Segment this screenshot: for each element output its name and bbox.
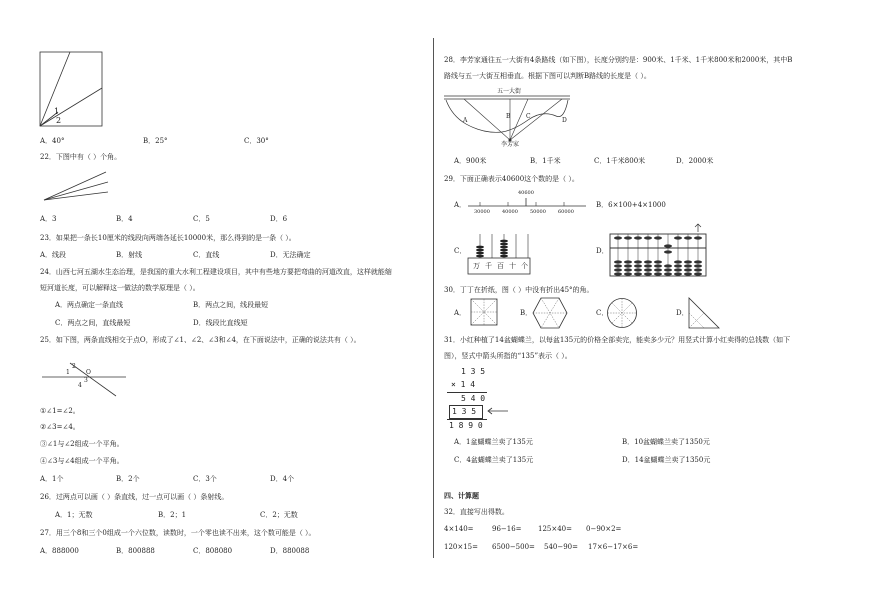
q29-tick-50000: 50000 [530, 209, 546, 215]
q29-option-c-letter[interactable]: C． [454, 247, 467, 255]
q29-counter-label-shi: 十 [509, 262, 516, 270]
q29-option-a-letter[interactable]: A． [454, 201, 467, 209]
q21-option-a[interactable]: A．40° [40, 137, 65, 145]
q30-question: 30．丁丁在折纸，图（ ）中没有折出45°的角。 [444, 286, 594, 294]
q29-counter-label-ge: 个 [521, 262, 528, 270]
q31-option-a[interactable]: A．1盆蝴蝶兰卖了135元 [454, 438, 533, 446]
q29-counter-label-bai: 百 [497, 262, 504, 270]
q30-option-b-letter[interactable]: B． [520, 309, 533, 317]
q25-option-c[interactable]: C．3个 [193, 475, 217, 483]
q31-option-c[interactable]: C．4盆蝴蝶兰卖了135元 [454, 456, 534, 464]
q29-option-b[interactable]: B．6×100+4×1000 [596, 201, 666, 209]
q30-triangle-fold [688, 297, 722, 329]
q27-option-c[interactable]: C．808080 [193, 547, 233, 555]
q26-question: 26．过两点可以画（ ）条直线，过一点可以画（ ）条射线。 [40, 493, 229, 501]
q28-option-c[interactable]: C．1千米800米 [594, 157, 646, 165]
q27-option-d[interactable]: D．880088 [270, 547, 310, 555]
q29-tick-40000: 40000 [502, 209, 518, 215]
q31-row-multiplicand: 1 3 5 [461, 367, 486, 376]
q32-item-1: 4×140= [444, 525, 474, 533]
q31-rule-2 [447, 419, 487, 420]
q28-route-a: A [463, 117, 468, 124]
q30-option-c-letter[interactable]: C． [596, 309, 609, 317]
q24-option-c[interactable]: C．两点之间，直线最短 [55, 319, 131, 327]
q22-option-d[interactable]: D．6 [270, 215, 288, 223]
q22-option-c[interactable]: C．5 [193, 215, 210, 223]
q29-question: 29．下面正确表示40600这个数的是（ ）。 [444, 175, 579, 183]
q32-item-4: 0−90×2= [586, 525, 622, 533]
q28-route-d: D [562, 117, 567, 124]
q28-route-b: B [506, 113, 511, 120]
column-divider [433, 38, 434, 558]
q29-tick-30000: 30000 [474, 209, 490, 215]
q27-option-a[interactable]: A．888000 [40, 547, 79, 555]
q21-option-b[interactable]: B．25° [143, 137, 168, 145]
q32-item-5: 120×15= [444, 543, 478, 551]
q32-item-3: 125×40= [538, 525, 572, 533]
q28-street-label: 五一大街 [497, 88, 522, 95]
q24-question-line2: 短河道长度，可以解释这一做法的数学原理是（ ）。 [40, 284, 200, 292]
q25-statement-2: ②∠3=∠4。 [40, 423, 80, 431]
q30-circle-fold [606, 297, 638, 329]
q29-counter-label-qian: 千 [485, 262, 492, 270]
q24-question-line1: 24．山西七河五湖水生态治理，是我国的重大水利工程建设项目，其中有些地方要把弯曲的河道改直，这样就能缩 [40, 268, 392, 276]
q22-rays-figure [40, 168, 110, 208]
q26-option-b[interactable]: B．2；1 [158, 511, 187, 519]
q29-counter-label-wan: 万 [473, 262, 480, 270]
q28-question-line2: 路线与五一大街互相垂直。根据下图可以判断B路线的长度是（ ）。 [444, 72, 651, 80]
q31-option-b[interactable]: B．10盆蝴蝶兰卖了1350元 [622, 438, 710, 446]
q32-item-7: 540−90= [544, 543, 578, 551]
q28-question-line1: 28．李芳家通往五一大街有4条路线（如下图），长度分别约是：900米、1千米、1千米800米和2000米，其中B [444, 56, 793, 64]
q25-label-3: 3 [84, 377, 88, 384]
q25-question: 25．如下图，两条直线相交于点O，形成了∠1、∠2、∠3和∠4，在下面说法中，正确的说法共有（ ）。 [40, 336, 361, 344]
q25-option-b[interactable]: B．2个 [116, 475, 140, 483]
q23-option-d[interactable]: D．无法确定 [270, 251, 311, 259]
q25-statement-1: ①∠1=∠2。 [40, 407, 80, 415]
q25-statement-3: ③∠1与∠2组成一个平角。 [40, 440, 124, 448]
q27-option-b[interactable]: B．800888 [116, 547, 155, 555]
q30-square-fold [470, 298, 500, 328]
q32-item-6: 6500−500= [492, 543, 535, 551]
q30-hexagon-fold [532, 297, 568, 329]
q23-question: 23．如果把一条长10厘米的线段向两端各延长10000米，那么得到的是一条（ ）。 [40, 234, 296, 242]
q31-arrow [486, 406, 510, 416]
q23-option-c[interactable]: C．直线 [193, 251, 220, 259]
q25-label-2: 2 [72, 363, 76, 370]
q31-option-d[interactable]: D．14盆蝴蝶兰卖了1350元 [622, 456, 711, 464]
q32-question: 32．直接写出得数。 [444, 508, 509, 516]
q28-option-b[interactable]: B．1千米 [530, 157, 561, 165]
q31-question-line1: 31．小红种植了14盆蝴蝶兰，以每盆135元的价格全部卖完，能卖多少元？用竖式计算小红卖得的总钱数（如下 [444, 336, 791, 344]
q24-option-b[interactable]: B．两点之间，线段最短 [193, 301, 269, 309]
q22-option-a[interactable]: A．3 [40, 215, 57, 223]
q29-abacus [610, 234, 710, 278]
q22-question: 22．下图中有（ ）个角。 [40, 153, 122, 161]
q29-tick-60000: 60000 [558, 209, 574, 215]
q32-item-8: 17×6−17×6= [588, 543, 639, 551]
q21-angle-figure [40, 52, 110, 130]
q24-option-a[interactable]: A．两点确定一条直线 [55, 301, 124, 309]
q31-row-product: 1 8 9 0 [449, 421, 483, 430]
q25-label-4: 4 [78, 382, 82, 389]
q28-option-a[interactable]: A．900米 [454, 157, 487, 165]
q28-route-c: C [526, 113, 531, 120]
q25-label-o: O [86, 369, 91, 376]
q22-option-b[interactable]: B．4 [116, 215, 133, 223]
q26-option-a[interactable]: A．1；无数 [55, 511, 93, 519]
q30-option-a-letter[interactable]: A． [454, 309, 467, 317]
q25-statement-4: ④∠3与∠4组成一个平角。 [40, 457, 124, 465]
q21-option-c[interactable]: C．30° [244, 137, 269, 145]
q21-angle-label-2: 2 [56, 116, 62, 125]
q25-label-1: 1 [66, 369, 70, 376]
q28-option-d[interactable]: D．2000米 [676, 157, 714, 165]
q29-option-d-letter[interactable]: D． [596, 247, 609, 255]
q26-option-c[interactable]: C．2；无数 [260, 511, 298, 519]
q24-option-d[interactable]: D．线段比直线短 [193, 319, 248, 327]
q29-number-line-top-label: 40600 [518, 190, 534, 196]
q31-row-multiplier: × 1 4 [451, 380, 476, 389]
q27-question: 27．用三个8和三个0组成一个六位数，读数时，一个零也读不出来，这个数可能是（ ）。 [40, 529, 316, 537]
q32-item-2: 96−16= [492, 525, 522, 533]
q31-rule-1 [447, 392, 487, 393]
q31-row-partial-2: 1 3 5 [452, 407, 477, 416]
q30-option-d-letter[interactable]: D． [676, 309, 689, 317]
q23-option-b[interactable]: B．射线 [116, 251, 143, 259]
q23-option-a[interactable]: A．线段 [40, 251, 67, 259]
q31-question-line2: 图），竖式中箭头所指的“135”表示（ ）。 [444, 352, 572, 360]
q31-row-partial-1: 5 4 0 [461, 394, 486, 403]
q25-option-d[interactable]: D．4个 [270, 475, 295, 483]
q28-home-label: 李芳家 [501, 141, 520, 148]
section-4-title: 四、计算题 [444, 492, 479, 500]
q21-angle-label-1: 1 [54, 107, 60, 116]
q25-option-a[interactable]: A．1个 [40, 475, 64, 483]
